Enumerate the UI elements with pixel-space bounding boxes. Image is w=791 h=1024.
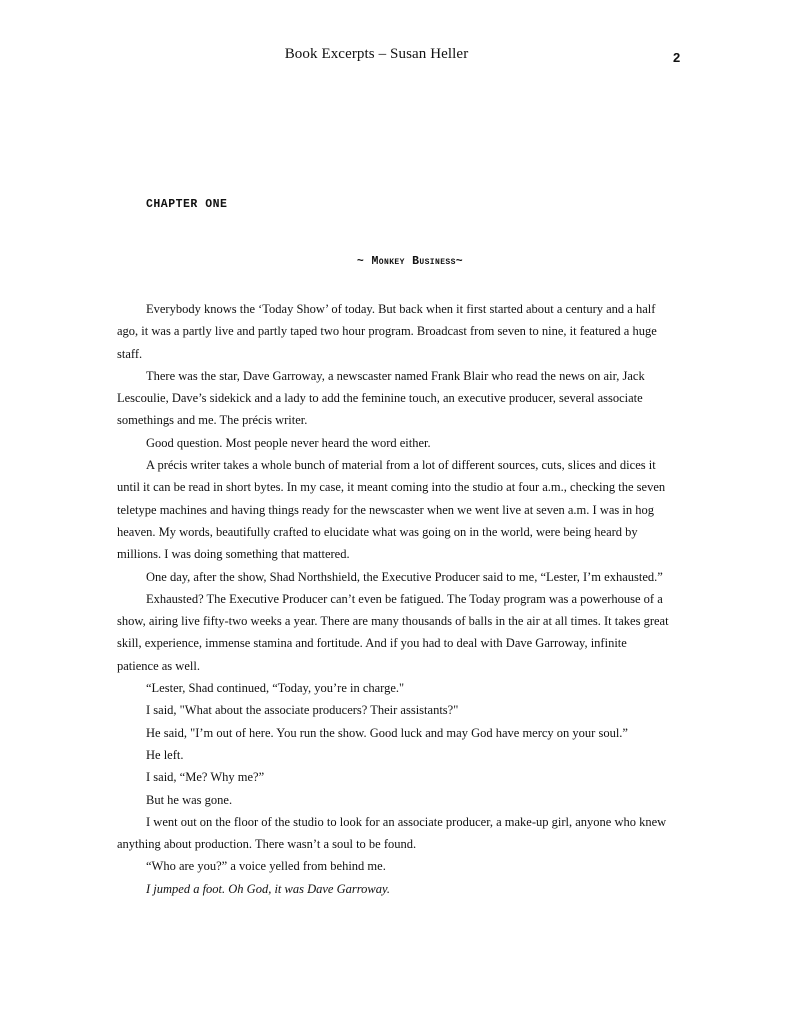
chapter-label: CHAPTER ONE [146,198,228,211]
paragraph: I went out on the floor of the studio to look for an associate producer, a make-up girl, anyone who knew anything about production. There wasn’t a soul to be found. [117,814,667,852]
paragraph: But he was gone. [146,792,233,807]
page-number: 2 [673,50,681,65]
paragraph: There was the star, Dave Garroway, a newscaster named Frank Blair who read the news on air, Jack Lescoulie, Dave’s sidekick and a lady to add the feminine touch, an executive producer, several associate somethings and me. The précis writer. [117,368,645,428]
paragraph-italic: I jumped a foot. Oh God, it was Dave Garroway. [146,881,390,896]
paragraph: Everybody knows the ‘Today Show’ of today. But back when it first started about a century and a half ago, it was a partly live and partly taped two hour program. Broadcast from seven to nine, it featured a huge staff. [117,302,657,361]
paragraph: Good question. Most people never heard the word either. [146,435,431,450]
paragraph: “Lester, Shad continued, “Today, you’re in charge." [146,681,405,696]
paragraph: He said, "I’m out of here. You run the show. Good luck and may God have mercy on your soul.” [146,725,628,740]
paragraph: One day, after the show, Shad Northshield, the Executive Producer said to me, “Lester, I’m exhausted.” [146,569,663,584]
paragraph: A précis writer takes a whole bunch of material from a lot of different sources, cuts, slices and dices it until it can be read in short bytes. In my case, it meant coming into the studio at four a.m., checking the seven teletype machines and having things ready for the newscaster when we went live at seven a.m. I was in hog heaven. My words, beautifully crafted to elucidate what was going on in the world, were being heard by millions. I was doing something that mattered. [117,458,666,562]
paragraph: Exhausted? The Executive Producer can’t even be fatigued. The Today program was a powerhouse of a show, airing live fifty-two weeks a year. There are many thousands of balls in the air at all times. It takes great skill, experience, immense stamina and fortitude. And if you had to deal with Dave Garroway, infinite patience as well. [117,591,669,673]
header-title: Book Excerpts – Susan Heller [284,46,469,62]
paragraph: He left. [146,747,184,762]
chapter-title: ~ Monkey Business~ [356,255,464,268]
paragraph: “Who are you?” a voice yelled from behind me. [146,859,386,874]
paragraph: I said, "What about the associate producers? Their assistants?" [146,703,459,718]
paragraph: I said, “Me? Why me?” [146,770,265,785]
chapter-body [117,298,669,900]
